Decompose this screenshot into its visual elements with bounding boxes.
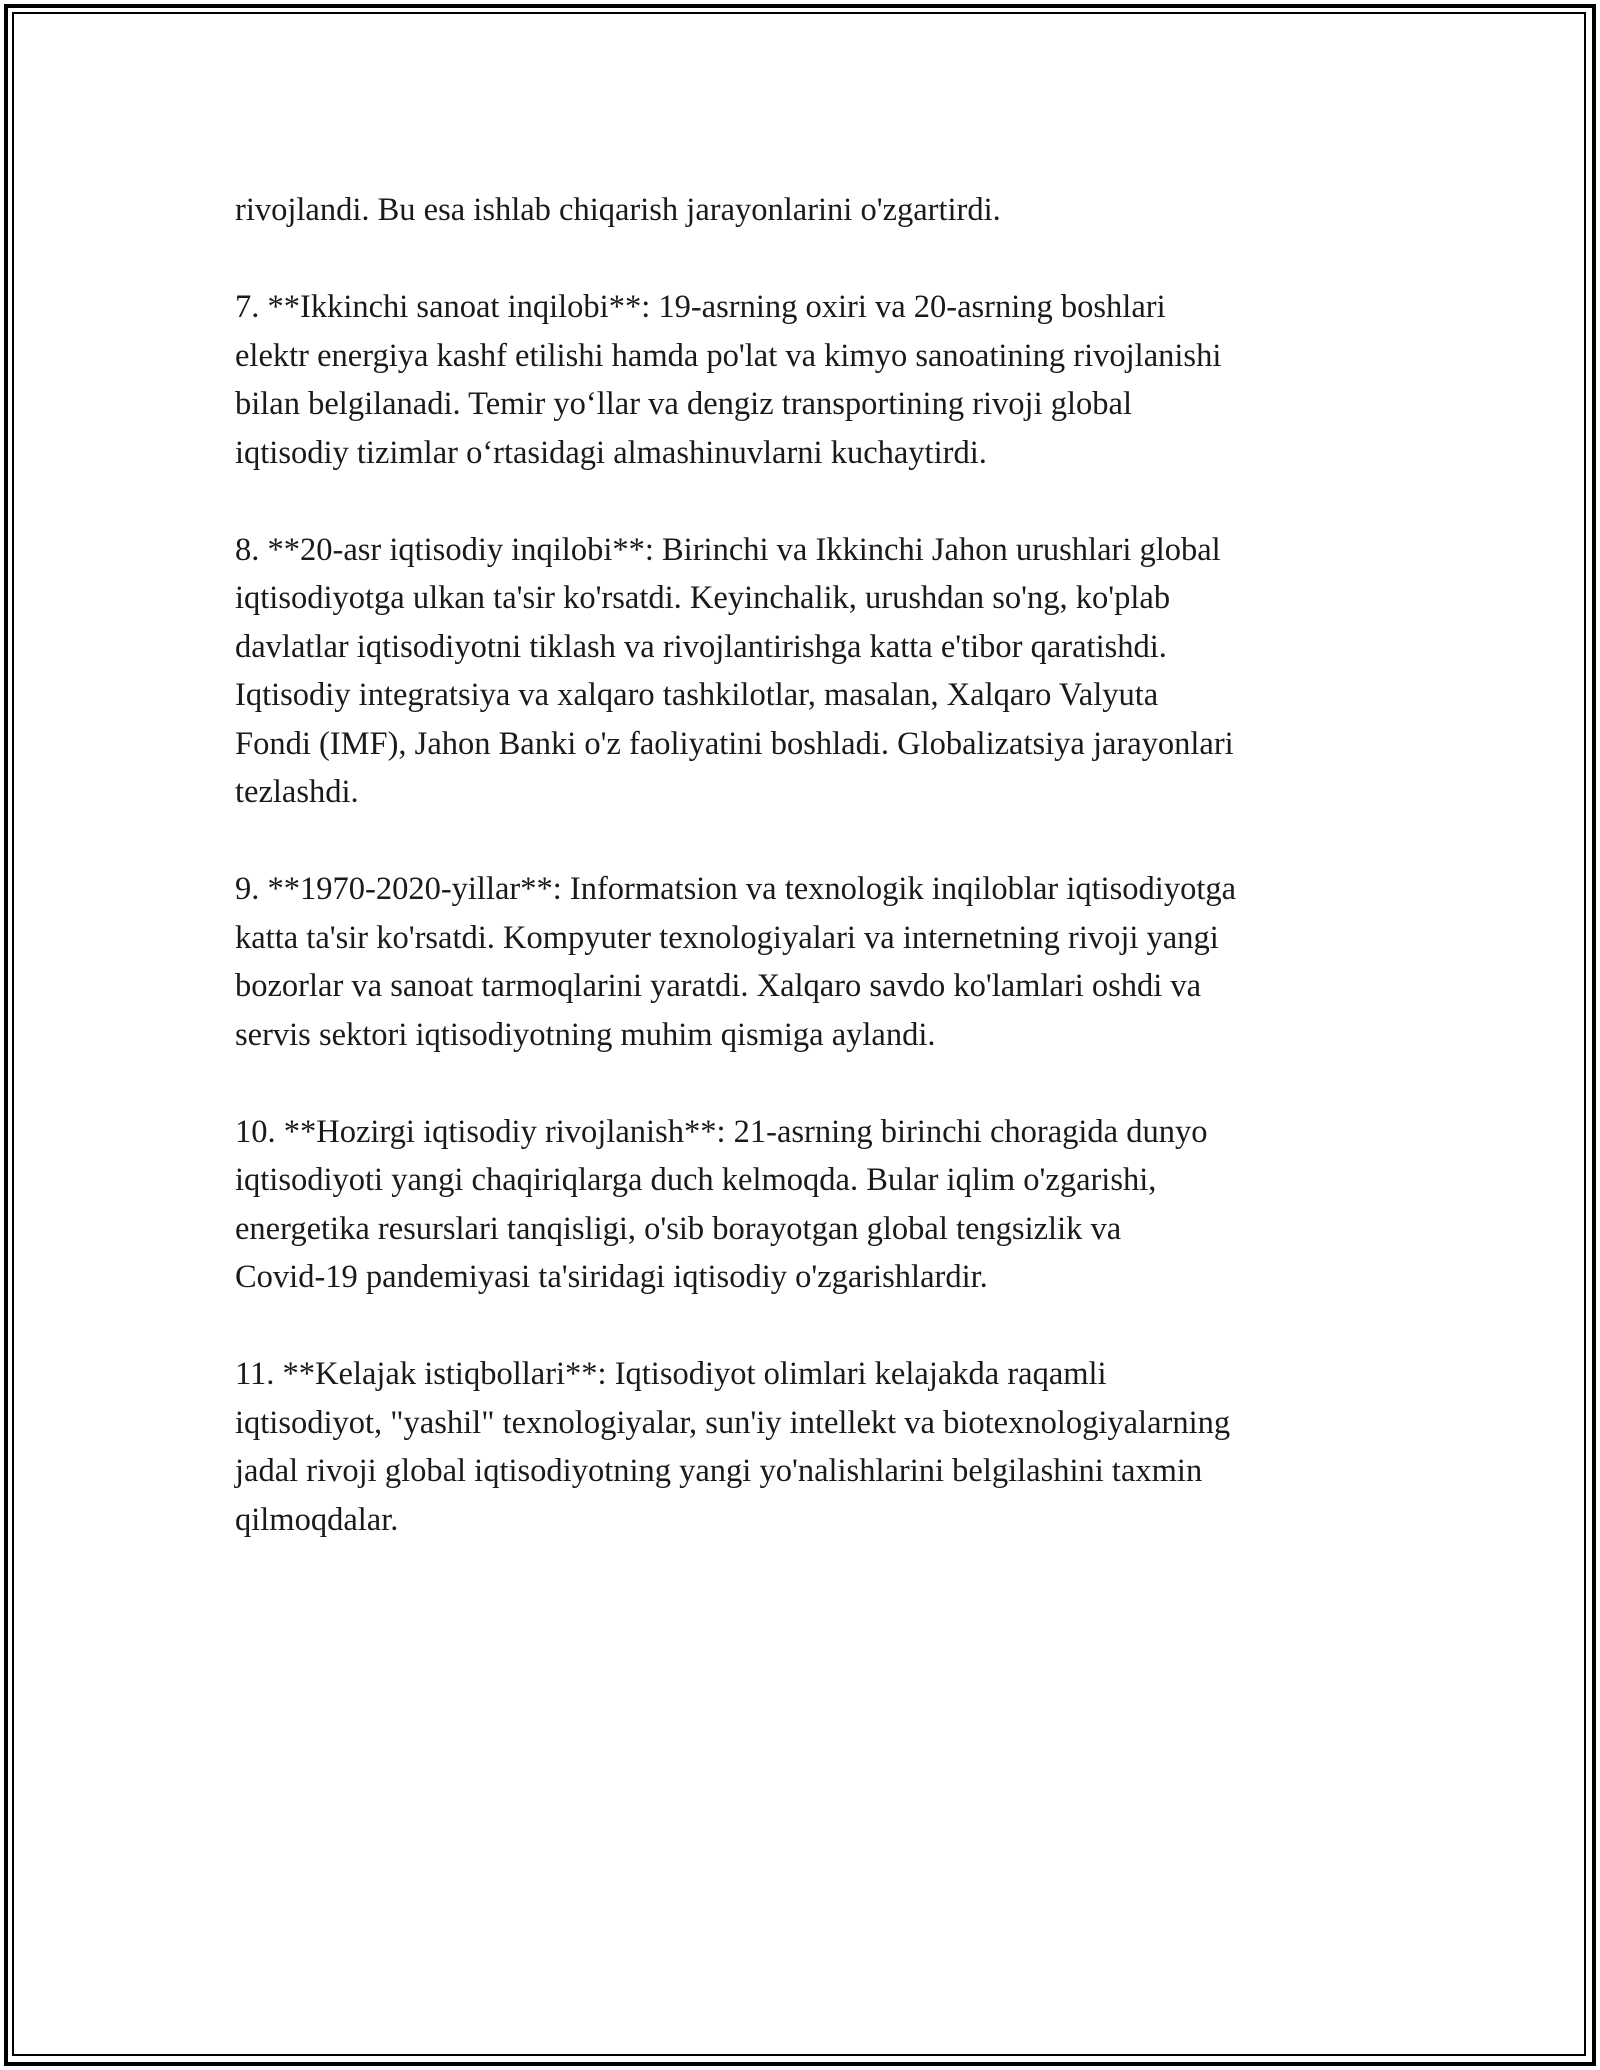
paragraph-item-7: 7. **Ikkinchi sanoat inqilobi**: 19-asrning oxiri va 20-asrning boshlari elektr energiya kashf etilishi hamda po'lat va kimyo sanoatining rivojlanishi bilan belgilanadi. Temir yo‘llar va dengiz transportining rivoji global iqtisodiy tizimlar o‘rtasidagi almashinuvlarni kuchaytirdi.: [235, 289, 1222, 471]
paragraph-continuation: rivojlandi. Bu esa ishlab chiqarish jarayonlarini o'zgartirdi.: [235, 192, 1001, 228]
document-body: [235, 186, 1385, 1593]
paragraph-item-11: 11. **Kelajak istiqbollari**: Iqtisodiyot olimlari kelajakda raqamli iqtisodiyot, "yashil" texnologiyalar, sun'iy intellekt va biotexnologiyalarning jadal rivoji global iqtisodiyotning yangi yo'nalishlarini belgilashini taxmin qilmoqdalar.: [235, 1356, 1231, 1538]
paragraph-item-8: 8. **20-asr iqtisodiy inqilobi**: Birinchi va Ikkinchi Jahon urushlari global iqtisodiyotga ulkan ta'sir ko'rsatdi. Keyinchalik, urushdan so'ng, ko'plab davlatlar iqtisodiyotni tiklash va rivojlantirishga katta e'tibor qaratishdi. Iqtisodiy integratsiya va xalqaro tashkilotlar, masalan, Xalqaro Valyuta Fondi (IMF), Jahon Banki o'z faoliyatini boshladi. Globalizatsiya jarayonlari tezlashdi.: [235, 531, 1234, 810]
paragraph-item-9: 9. **1970-2020-yillar**: Informatsion va texnologik inqiloblar iqtisodiyotga katta ta'sir ko'rsatdi. Kompyuter texnologiyalari va internetning rivoji yangi bozorlar va sanoat tarmoqlarini yaratdi. Xalqaro savdo ko'lamlari oshdi va servis sektori iqtisodiyotning muhim qismiga aylandi.: [235, 871, 1237, 1053]
paragraph-item-10: 10. **Hozirgi iqtisodiy rivojlanish**: 21-asrning birinchi choragida dunyo iqtisodiyoti yangi chaqiriqlarga duch kelmoqda. Bular iqlim o'zgarishi, energetika resurslari tanqisligi, o'sib borayotgan global tengsizlik va Covid-19 pandemiyasi ta'siridagi iqtisodiy o'zgarishlardir.: [235, 1113, 1208, 1295]
